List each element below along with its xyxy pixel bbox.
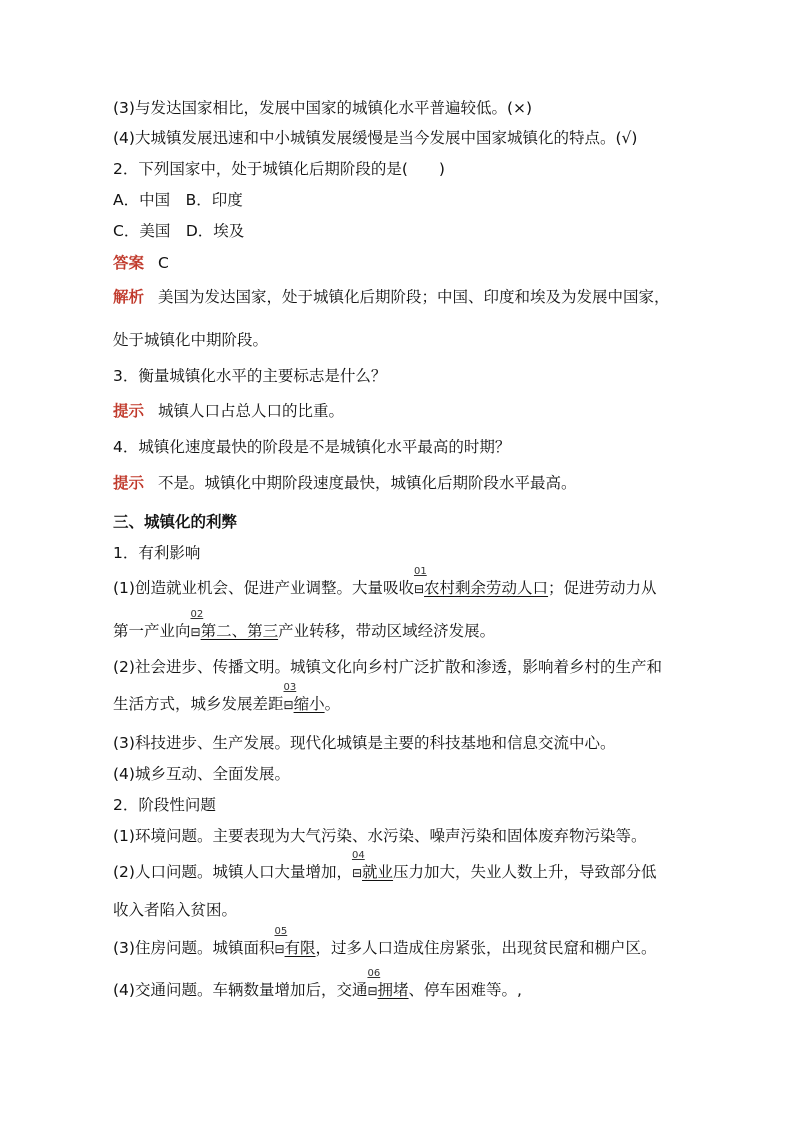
benefit-1-line-1 [113, 566, 657, 599]
judge-item-3: (3)与发达国家相比，发展中国家的城镇化水平普遍较低。(×) [113, 99, 533, 117]
text: 第一产业向 [113, 622, 191, 640]
problem-2-line-2: 收入者陷入贫困。 [113, 901, 238, 919]
blank-number: 05 [274, 926, 288, 937]
fill-blank-05 [274, 926, 316, 959]
text: ，过多人口造成住房紧张，出现贫民窟和棚户区。 [315, 939, 657, 957]
text: (1)创造就业机会、促进产业调整。大量吸收 [113, 579, 414, 597]
answer-label: 答案 [113, 254, 145, 272]
benefit-1-line-2 [113, 609, 496, 642]
text: 。 [324, 695, 341, 713]
blank-marker-icon: ⊟ [351, 866, 363, 880]
blank-number: 01 [413, 566, 427, 577]
question-2-stem: 2．下列国家中，处于城镇化后期阶段的是( ) [113, 160, 445, 178]
answer-value: C [158, 254, 169, 272]
blank-answer: 就业 [362, 863, 394, 881]
section-heading: 三、城镇化的利弊 [113, 513, 238, 531]
blank-marker-icon: ⊟ [413, 582, 425, 596]
fill-blank-06 [367, 968, 409, 1001]
blank-answer: 第二、第三 [200, 622, 279, 640]
blank-marker-icon: ⊟ [283, 698, 294, 712]
question-2-options-ab: A．中国 B．印度 [113, 191, 243, 209]
benefit-3: (3)科技进步、生产发展。现代化城镇是主要的科技基地和信息交流中心。 [113, 734, 616, 752]
question-3-hint [113, 401, 344, 421]
hint-label: 提示 [113, 474, 145, 492]
question-4-stem: 4．城镇化速度最快的阶段是不是城镇化水平最高的时期？ [113, 438, 511, 456]
fill-blank-02 [190, 609, 279, 642]
subheading-benefits: 1．有利影响 [113, 544, 201, 562]
text: 压力加大，失业人数上升，导致部分低 [393, 863, 657, 881]
hint-label: 提示 [113, 402, 145, 420]
text: 、停车困难等。, [408, 981, 522, 999]
fill-blank-01 [413, 566, 549, 599]
text: 产业转移，带动区域经济发展。 [278, 622, 496, 640]
text: 生活方式，城乡发展差距 [113, 695, 284, 713]
blank-answer: 农村剩余劳动人口 [424, 579, 549, 597]
question-2-options-cd: C．美国 D．埃及 [113, 222, 245, 240]
question-2-answer [113, 253, 169, 273]
text: (2)人口问题。城镇人口大量增加， [113, 863, 352, 881]
analysis-text-1: 美国为发达国家，处于城镇化后期阶段；中国、印度和埃及为发展中国家， [158, 288, 670, 306]
blank-marker-icon: ⊟ [274, 942, 285, 956]
blank-number: 02 [190, 609, 204, 620]
hint-text: 城镇人口占总人口的比重。 [158, 402, 345, 420]
question-4-hint [113, 473, 577, 493]
text: (4)交通问题。车辆数量增加后，交通 [113, 981, 368, 999]
problem-2-line-1 [113, 850, 657, 883]
text: ；促进劳动力从 [548, 579, 657, 597]
analysis-label: 解析 [113, 288, 145, 306]
blank-number: 06 [367, 968, 381, 979]
benefit-2-line-2 [113, 682, 341, 715]
question-2-analysis-cont: 处于城镇化中期阶段。 [113, 331, 269, 349]
question-3-stem: 3．衡量城镇化水平的主要标志是什么？ [113, 367, 387, 385]
problem-3 [113, 926, 657, 959]
text: (3)住房问题。城镇面积 [113, 939, 275, 957]
blank-marker-icon: ⊟ [190, 625, 201, 639]
benefit-4: (4)城乡互动、全面发展。 [113, 765, 290, 783]
blank-marker-icon: ⊟ [367, 984, 378, 998]
blank-number: 03 [283, 682, 297, 693]
fill-blank-04 [351, 850, 394, 883]
blank-number: 04 [351, 850, 365, 861]
hint-text: 不是。城镇化中期阶段速度最快，城镇化后期阶段水平最高。 [158, 474, 577, 492]
fill-blank-03 [283, 682, 325, 715]
subheading-problems: 2．阶段性问题 [113, 796, 216, 814]
blank-answer: 缩小 [293, 695, 325, 713]
benefit-2-line-1: (2)社会进步、传播文明。城镇文化向乡村广泛扩散和渗透，影响着乡村的生产和 [113, 658, 662, 676]
blank-answer: 有限 [284, 939, 316, 957]
problem-1: (1)环境问题。主要表现为大气污染、水污染、噪声污染和固体废弃物污染等。 [113, 827, 647, 845]
question-2-analysis [113, 287, 670, 307]
problem-4 [113, 968, 522, 1001]
judge-item-4: (4)大城镇发展迅速和中小城镇发展缓慢是当今发展中国家城镇化的特点。(√) [113, 129, 638, 147]
blank-answer: 拥堵 [377, 981, 409, 999]
